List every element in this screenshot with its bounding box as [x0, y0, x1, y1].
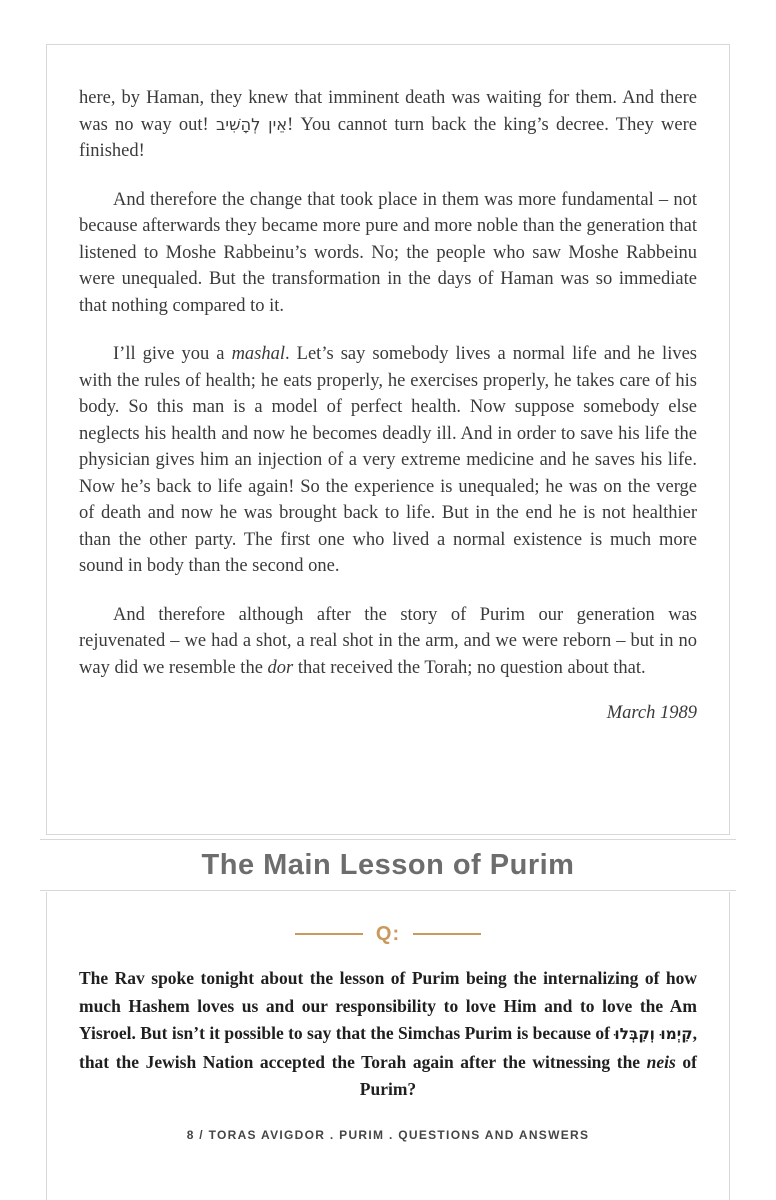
page-footer: 8 / TORAS AVIGDOR . PURIM . QUESTIONS AND ANSWERS [186, 1127, 590, 1142]
q-rule-right [413, 933, 481, 935]
text-run: here, by Haman, they knew that imminent death was waiting for them. And there was no way out! [79, 88, 697, 135]
body-paragraph [79, 341, 697, 580]
section-heading-band [40, 839, 736, 891]
text-run: . Let’s say somebody lives a normal life and he lives with the rules of health; he eats properly, he exercises properly, he takes care of his body. So this man is a model of perfect health. Now suppose somebody else neglects his health and now he becomes deadly ill. And in order to save his life the physician gives him an injection of a very extreme medicine and he saves his life. Now he’s back to life again! So the experience is unequaled; he was on the verge of death and now he was brought back to life. But in the end he is not healthier than the other party. The first one who lived a normal existence is much more sound in body than the second one. [79, 344, 697, 576]
text-run: And therefore although after the story of Purim our generation was rejuvenated – we had a shot, a real shot in the arm, and we were reborn – but in no way did we resemble the [79, 604, 697, 678]
text-run: ! You cannot turn back the king’s decree. They were finished! [79, 114, 697, 161]
body-paragraph [79, 602, 697, 682]
italic-term: dor [267, 657, 294, 678]
q-label: Q: [375, 922, 401, 945]
q-rule-left [295, 933, 363, 935]
text-run: The Rav spoke tonight about the lesson of Purim being the internalizing of how much Hashem loves us and our responsibility to love Him and to love the Am Yisroel. But isn’t it possible to say that the Simchas Purim is because of [79, 968, 697, 1043]
date-line: March 1989 [606, 703, 697, 723]
question-marker [79, 922, 697, 946]
hebrew-phrase: קִיְמוּ וְקִבְּלוּ [614, 1025, 693, 1043]
upper-text-card [46, 44, 730, 835]
question-text [79, 965, 697, 1104]
section-heading: The Main Lesson of Purim [201, 848, 575, 881]
text-run: of Purim? [359, 1051, 698, 1099]
question-card [46, 892, 730, 1200]
text-run: And therefore the change that took place in them was more fundamental – not because afterwards they became more pure and more noble than the generation that listened to Moshe Rabbeinu’s words. No; the people who saw Moshe Rabbeinu were unequaled. But the transformation in the days of Haman was so immediate that nothing compared to it. [79, 189, 697, 316]
italic-term: neis [646, 1051, 676, 1072]
text-run: , that the Jewish Nation accepted the Torah again after the witnessing the [79, 1023, 697, 1072]
body-paragraph [79, 187, 697, 320]
italic-term: mashal [231, 344, 286, 364]
hebrew-phrase: אֵין לְהָשִׁיב [215, 114, 288, 134]
text-run: that received the Torah; no question about that. [293, 657, 646, 678]
text-run: I’ll give you a [113, 344, 232, 364]
body-paragraph [79, 85, 697, 165]
